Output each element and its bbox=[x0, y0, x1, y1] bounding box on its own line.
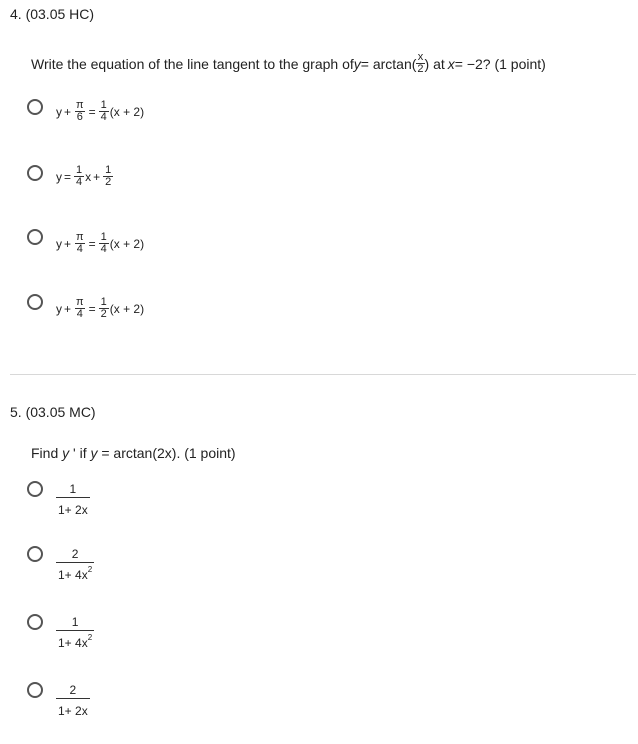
fraction-denominator: 6 bbox=[76, 111, 83, 123]
q5-option-a-fraction bbox=[56, 481, 90, 519]
stem-post: = arctan(2x). (1 point) bbox=[97, 445, 236, 461]
question-4-stem bbox=[31, 52, 546, 75]
plus-sign: + bbox=[93, 169, 101, 184]
q5-option-b-radio[interactable] bbox=[27, 546, 43, 562]
fraction-denominator: 2 bbox=[417, 63, 424, 75]
question-5-stem bbox=[31, 445, 236, 461]
question-5-title: 5. (03.05 MC) bbox=[10, 404, 96, 420]
fraction-numerator: 1 bbox=[100, 99, 107, 111]
q4-option-d-equation bbox=[56, 297, 144, 320]
fraction-denominator: 4 bbox=[100, 111, 107, 123]
question-4-title: 4. (03.05 HC) bbox=[10, 6, 95, 22]
q5-option-b-fraction bbox=[56, 546, 94, 584]
var-x: x bbox=[85, 169, 92, 184]
question-divider bbox=[10, 374, 636, 375]
fraction-numerator: 1 bbox=[100, 231, 107, 243]
var-y: y bbox=[56, 104, 62, 119]
fraction-denominator bbox=[56, 630, 94, 652]
equals-sign: = bbox=[88, 301, 96, 316]
var-y: y bbox=[56, 169, 62, 184]
fraction-numerator: 2 bbox=[69, 683, 77, 697]
fraction-numerator: 1 bbox=[69, 482, 77, 496]
fraction-denominator: 4 bbox=[100, 243, 107, 255]
equals-sign: = bbox=[88, 104, 96, 119]
q4-option-b-radio[interactable] bbox=[27, 165, 43, 181]
q5-option-d-radio[interactable] bbox=[27, 682, 43, 698]
stem-text: Find bbox=[31, 445, 63, 461]
equals-sign: = bbox=[88, 236, 96, 251]
denominator-text: 1+ 2x bbox=[58, 704, 88, 718]
var-y: y bbox=[56, 301, 62, 316]
fraction-numerator: 1 bbox=[105, 164, 112, 176]
q4-option-d-radio[interactable] bbox=[27, 294, 43, 310]
tail-expression: (x + 2) bbox=[109, 104, 145, 119]
tail-expression: (x + 2) bbox=[109, 301, 145, 316]
fraction-denominator bbox=[56, 497, 90, 519]
exponent: 2 bbox=[87, 633, 93, 642]
q4-option-a-radio[interactable] bbox=[27, 99, 43, 115]
var-y: y bbox=[56, 236, 62, 251]
stem-var-y: y bbox=[90, 445, 98, 461]
fraction-numerator: 1 bbox=[76, 164, 83, 176]
fraction bbox=[99, 297, 109, 320]
fraction bbox=[74, 100, 86, 123]
stem-close: ) at bbox=[424, 55, 445, 72]
stem-var-y: y bbox=[353, 55, 361, 72]
fraction-denominator: 4 bbox=[76, 308, 83, 320]
fraction-denominator: 2 bbox=[105, 176, 112, 188]
equals-sign: = bbox=[64, 169, 72, 184]
fraction-denominator bbox=[56, 562, 94, 584]
q5-option-c-radio[interactable] bbox=[27, 614, 43, 630]
exponent: 2 bbox=[87, 565, 93, 574]
fraction bbox=[103, 165, 113, 188]
fraction-numerator: π bbox=[76, 99, 84, 111]
q5-option-a-radio[interactable] bbox=[27, 481, 43, 497]
fraction bbox=[74, 297, 86, 320]
q4-option-b-equation bbox=[56, 165, 114, 188]
plus-sign: + bbox=[64, 104, 72, 119]
stem-var-y: y bbox=[62, 445, 70, 461]
denominator-text: 1+ 2x bbox=[58, 503, 88, 517]
fraction-numerator: x bbox=[417, 51, 424, 63]
fraction-denominator: 4 bbox=[76, 176, 83, 188]
q4-option-c-radio[interactable] bbox=[27, 229, 43, 245]
tail-expression: (x + 2) bbox=[109, 236, 145, 251]
plus-sign: + bbox=[64, 236, 72, 251]
fraction bbox=[99, 100, 109, 123]
fraction-numerator: π bbox=[76, 231, 84, 243]
denominator-text: 1+ 4x bbox=[58, 568, 88, 582]
fraction-numerator: 2 bbox=[71, 547, 79, 561]
fraction-numerator: 1 bbox=[100, 296, 107, 308]
q4-option-c-equation bbox=[56, 232, 144, 255]
q5-option-c-fraction bbox=[56, 614, 94, 652]
stem-text: Write the equation of the line tangent to the graph of bbox=[31, 55, 354, 72]
fraction bbox=[99, 232, 109, 255]
fraction bbox=[74, 232, 86, 255]
fraction-denominator: 4 bbox=[76, 243, 83, 255]
denominator-text: 1+ 4x bbox=[58, 636, 88, 650]
fraction-numerator: 1 bbox=[71, 615, 79, 629]
fraction-denominator: 2 bbox=[100, 308, 107, 320]
q5-option-d-fraction bbox=[56, 682, 90, 720]
q4-option-a-equation bbox=[56, 100, 144, 123]
fraction bbox=[74, 165, 84, 188]
stem-mid: ' if bbox=[69, 445, 91, 461]
fraction-numerator: π bbox=[76, 296, 84, 308]
stem-var-x: x bbox=[447, 55, 455, 72]
fraction-denominator bbox=[56, 698, 90, 720]
stem-post: = −2? (1 point) bbox=[454, 55, 546, 72]
stem-fraction bbox=[416, 52, 424, 75]
stem-eq: = arctan( bbox=[360, 55, 417, 72]
plus-sign: + bbox=[64, 301, 72, 316]
